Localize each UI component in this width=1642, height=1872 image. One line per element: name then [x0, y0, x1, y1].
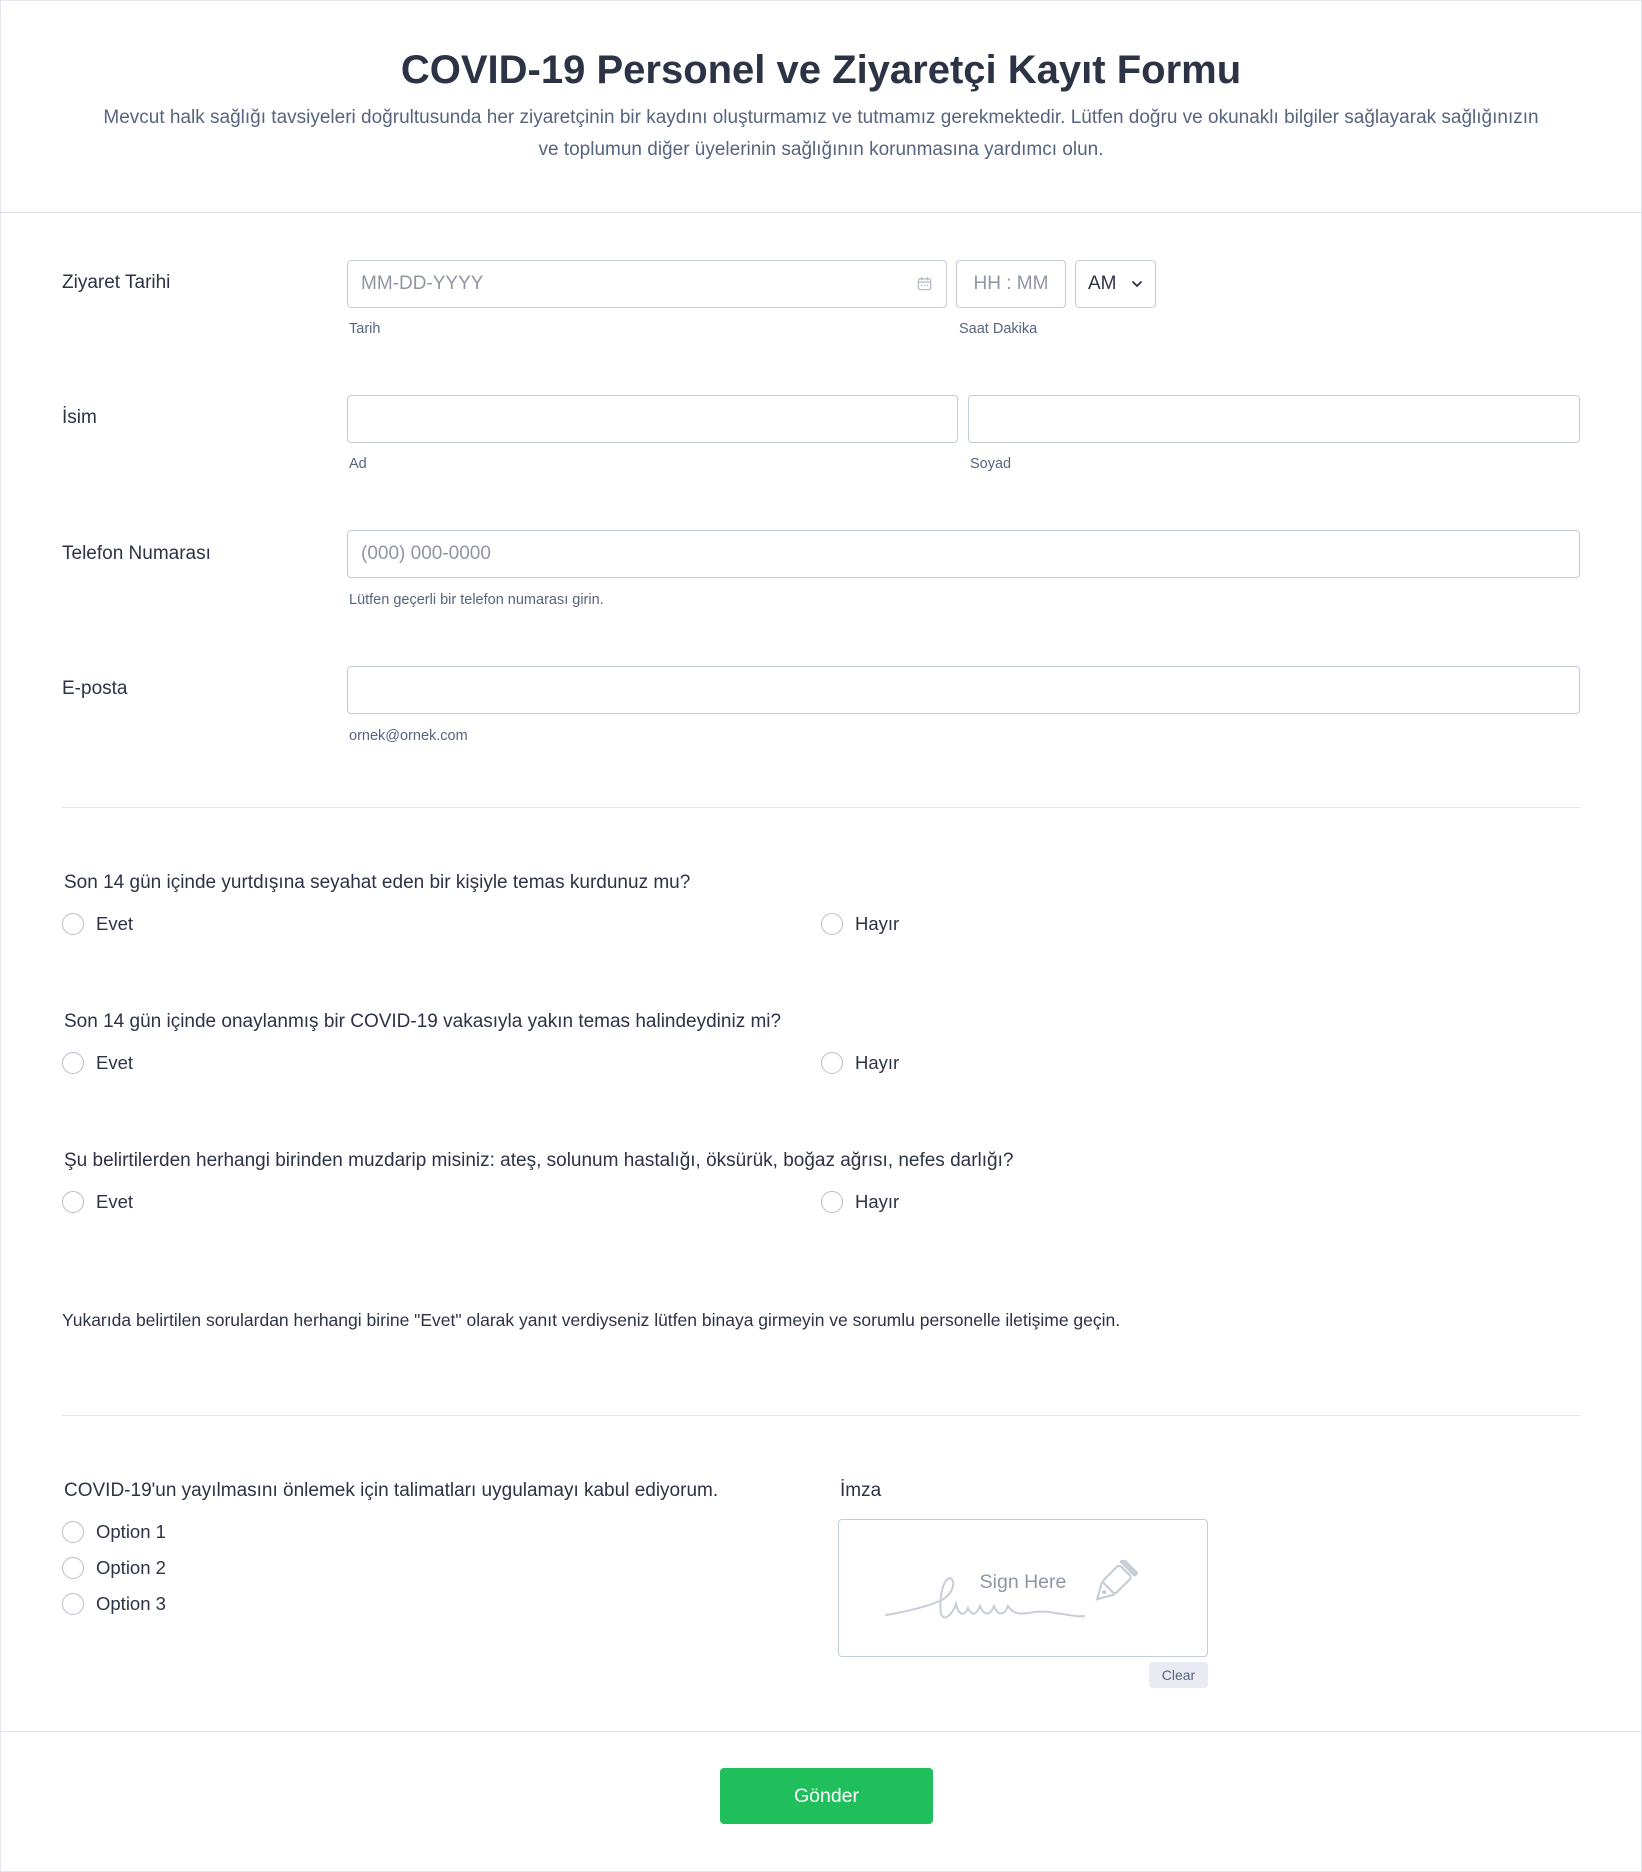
info-text: Yukarıda belirtilen sorulardan herhangi birine "Evet" olarak yanıt verdiyseniz lütfen binaya girmeyin ve sorumlu personelle iletişime geçin.	[62, 1310, 1121, 1330]
email-sublabel: ornek@ornek.com	[349, 728, 468, 744]
first-name-input[interactable]	[347, 395, 958, 443]
sign-here-placeholder: Sign Here	[979, 1571, 1067, 1593]
agreement-option-1[interactable]	[62, 1521, 166, 1543]
date-sublabel: Tarih	[349, 321, 381, 337]
email-label: E-posta	[62, 678, 128, 699]
q3-option-no[interactable]	[821, 1191, 899, 1213]
agreement-question: COVID-19'un yayılmasını önlemek için talimatları uygulamayı kabul ediyorum.	[64, 1480, 719, 1501]
phone-input[interactable]	[347, 530, 1580, 578]
form-title: COVID-19 Personel ve Ziyaretçi Kayıt Formu	[400, 48, 1242, 92]
visit-date-label: Ziyaret Tarihi	[62, 272, 171, 293]
last-name-sublabel: Soyad	[970, 456, 1012, 472]
submit-button[interactable]: Gönder	[720, 1768, 933, 1824]
radio-button[interactable]	[821, 1191, 843, 1213]
q1-no-label: Hayır	[855, 913, 900, 934]
q1-option-no[interactable]	[821, 913, 899, 935]
date-input[interactable]	[347, 260, 947, 308]
phone-label: Telefon Numarası	[62, 543, 211, 564]
ampm-value: AM	[1088, 273, 1117, 294]
email-input[interactable]	[347, 666, 1580, 714]
time-placeholder: HH : MM	[973, 273, 1049, 294]
calendar-icon[interactable]	[917, 276, 932, 291]
radio-button[interactable]	[62, 1593, 84, 1615]
question-1: Son 14 gün içinde yurtdışına seyahat eden bir kişiyle temas kurdunuz mu?	[64, 872, 691, 893]
header-divider	[0, 212, 1642, 213]
name-label: İsim	[62, 407, 97, 428]
option-label: Option 2	[96, 1557, 166, 1578]
phone-placeholder: (000) 000-0000	[361, 543, 491, 564]
signature-label: İmza	[840, 1480, 882, 1501]
time-input[interactable]	[956, 260, 1066, 308]
question-2: Son 14 gün içinde onaylanmış bir COVID-19 vakasıyla yakın temas halindeydiniz mi?	[64, 1011, 782, 1032]
q1-option-yes[interactable]	[62, 913, 133, 935]
footer-divider	[0, 1731, 1642, 1732]
question-3: Şu belirtilerden herhangi birinden muzdarip misiniz: ateş, solunum hastalığı, öksürük, boğaz ağrısı, nefes darlığı?	[64, 1150, 1014, 1171]
signature-pad[interactable]	[838, 1519, 1208, 1657]
radio-button[interactable]	[62, 1557, 84, 1579]
section-divider	[62, 807, 1580, 808]
form-subtitle: Mevcut halk sağlığı tavsiyeleri doğrultusunda her ziyaretçinin bir kaydını oluşturmamız ve tutmamız gerekmektedir. Lütfen doğru ve okunaklı bilgiler sağlayarak sağlığınızın ve toplumun diğer üyelerinin sağlığının korunmasına yardımcı olun.	[103, 107, 1539, 160]
chevron-down-icon	[1131, 280, 1143, 288]
radio-button[interactable]	[62, 1052, 84, 1074]
signature-scribble-icon	[884, 1560, 1174, 1630]
q1-yes-label: Evet	[96, 913, 134, 934]
q2-no-label: Hayır	[855, 1052, 900, 1073]
radio-button[interactable]	[62, 913, 84, 935]
agreement-option-3[interactable]	[62, 1593, 166, 1615]
time-sublabel: Saat Dakika	[959, 321, 1038, 337]
first-name-sublabel: Ad	[349, 456, 367, 472]
clear-signature-button[interactable]: Clear	[1149, 1662, 1208, 1688]
option-label: Option 3	[96, 1593, 166, 1614]
last-name-input[interactable]	[968, 395, 1580, 443]
q2-option-yes[interactable]	[62, 1052, 133, 1074]
date-placeholder: MM-DD-YYYY	[361, 273, 484, 294]
phone-sublabel: Lütfen geçerli bir telefon numarası girin.	[349, 592, 604, 608]
option-label: Option 1	[96, 1521, 166, 1542]
q2-yes-label: Evet	[96, 1052, 134, 1073]
section-divider-2	[62, 1415, 1580, 1416]
q2-option-no[interactable]	[821, 1052, 899, 1074]
radio-button[interactable]	[62, 1191, 84, 1213]
q3-option-yes[interactable]	[62, 1191, 133, 1213]
radio-button[interactable]	[821, 913, 843, 935]
q3-yes-label: Evet	[96, 1191, 134, 1212]
radio-button[interactable]	[821, 1052, 843, 1074]
ampm-select[interactable]	[1075, 260, 1156, 308]
radio-button[interactable]	[62, 1521, 84, 1543]
q3-no-label: Hayır	[855, 1191, 900, 1212]
agreement-option-2[interactable]	[62, 1557, 166, 1579]
